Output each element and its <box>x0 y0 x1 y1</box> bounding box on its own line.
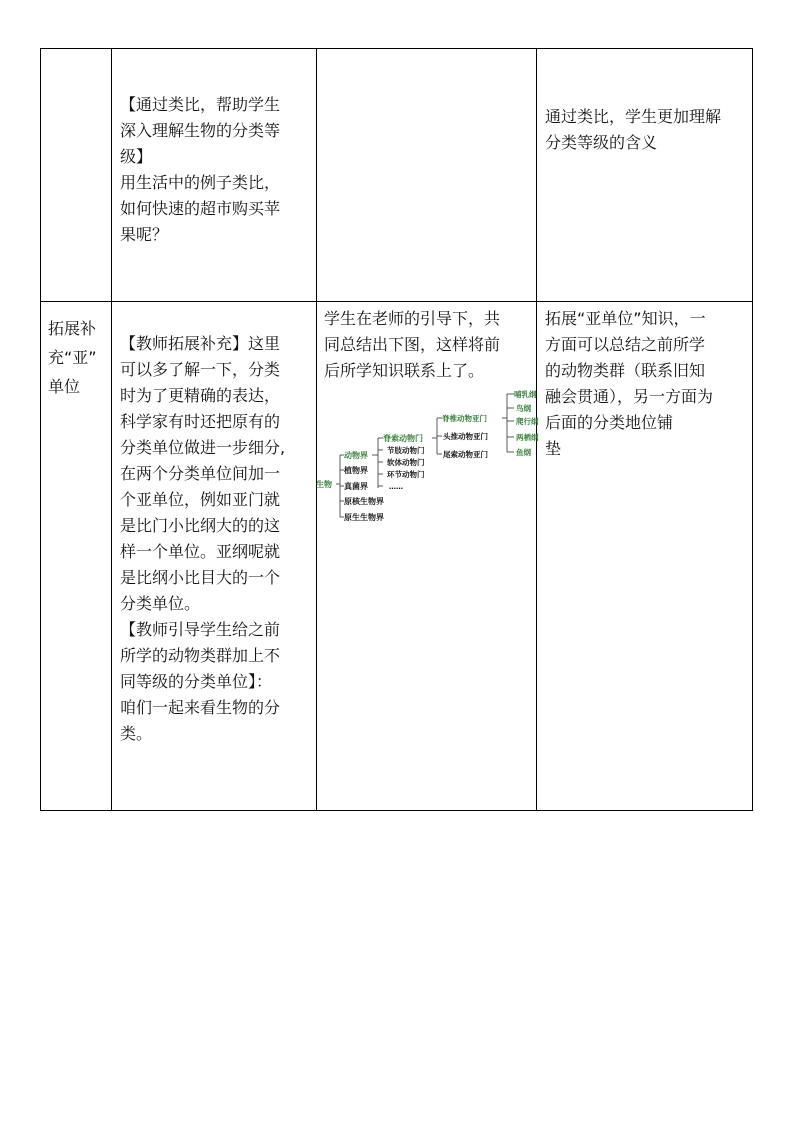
tree-root: 生物 <box>316 480 332 489</box>
row-divider <box>40 301 753 302</box>
row1-col4-cell <box>545 104 750 156</box>
student-activity: 学生在老师的引导下，共 同总结出下图，这样将前 后所学知识联系上了。 <box>324 309 501 380</box>
row1-heading: 【通过类比，帮助学生 深入理解生物的分类等 级】 <box>120 95 281 166</box>
tree-kingdom: 植物界 <box>344 466 368 475</box>
teacher-extension: 【教师拓展补充】这里 可以多了解一下，分类 时为了更精确的表达， 科学家有时还把原有的 分类单位做进一步细分, 在两个分类单位间加一 个亚单位，例如亚门就 是比门小比纲大的的这 样一个单位。亚纲呢就 是比纲小比目大的一个 分类单位。 <box>120 334 286 613</box>
tree-kingdom: 原生生物界 <box>344 513 384 522</box>
row2-col3-cell <box>324 306 536 384</box>
table-border-top <box>40 48 753 49</box>
tree-phylum: …… <box>389 483 403 491</box>
design-intent: 拓展“亚单位”知识，一 方面可以总结之前所学 的动物类群（联系旧知 融会贯通），另一方面为 后面的分类地位铺 垫 <box>545 309 714 458</box>
row1-outcome: 通过类比，学生更加理解 分类等级的含义 <box>545 107 722 152</box>
tree-class: 哺乳纲 <box>514 390 537 399</box>
tree-class: 鸟纲 <box>516 404 531 413</box>
tree-class: 鱼纲 <box>516 448 531 457</box>
row1-col2-cell <box>120 92 316 248</box>
tree-kingdom: 真菌界 <box>344 482 368 491</box>
tree-kingdom: 原核生物界 <box>344 497 384 506</box>
tree-class: 爬行纲 <box>516 417 539 426</box>
row2-col1-cell <box>48 314 110 401</box>
tree-phylum: 节肢动物门 <box>387 446 425 455</box>
col-divider-3 <box>536 48 537 811</box>
tree-phylum: 脊索动物门 <box>383 434 423 443</box>
tree-phylum: 环节动物门 <box>387 470 425 479</box>
tree-subphylum: 脊椎动物亚门 <box>442 414 487 423</box>
table-border-bottom <box>40 810 753 811</box>
table-border-right <box>752 48 753 811</box>
col-divider-1 <box>111 48 112 811</box>
section-title: 拓展补 充“亚” 单位 <box>48 319 97 396</box>
row1-body: 用生活中的例子类比， 如何快速的超市购买苹 果呢？ <box>120 173 281 244</box>
tree-kingdom: 动物界 <box>344 451 368 460</box>
tree-subphylum: 头推动物亚门 <box>443 432 488 441</box>
tree-class: 两栖纲 <box>516 433 539 442</box>
row2-col2-cell <box>120 331 316 747</box>
teacher-guidance: 【教师引导学生给之前 所学的动物类群加上不 同等级的分类单位】： 咱们一起来看生物的分 类。 <box>120 620 281 743</box>
tree-subphylum: 尾索动物亚门 <box>443 450 488 459</box>
classification-tree <box>316 380 539 525</box>
tree-phylum: 软体动物门 <box>387 458 425 467</box>
table-border-left <box>40 48 41 811</box>
classification-tree-svg <box>316 380 539 525</box>
row2-col4-cell <box>545 306 750 462</box>
